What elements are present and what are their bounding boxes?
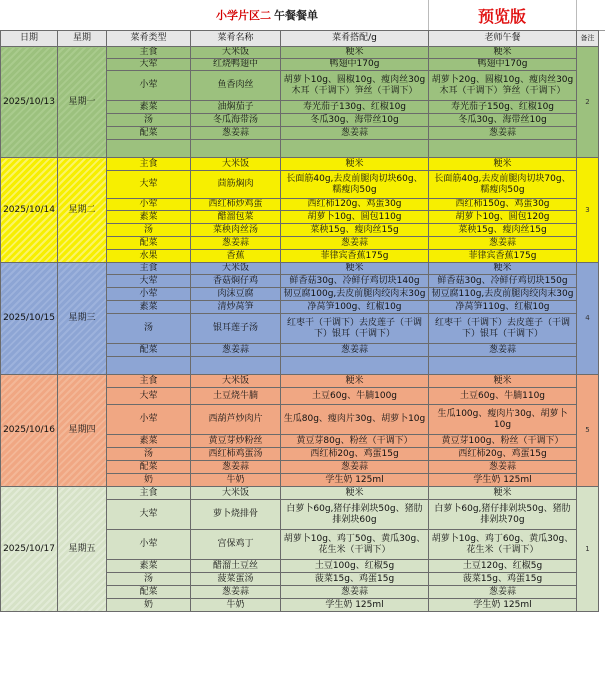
dish-name-cell: 香蕉 (191, 250, 281, 263)
teacher-lunch-cell: 菲律宾香蕉175g (429, 250, 577, 263)
dish-name-cell: 西红柿炒鸡蛋 (191, 199, 281, 211)
note-cell: 3 (577, 158, 599, 263)
category-cell: 配菜 (107, 461, 191, 474)
preview-badge: 预览版 (428, 0, 577, 30)
date-cell: 2025/10/14 (1, 158, 58, 263)
recipe-cell: 黄豆芽80g、粉丝（干调下） (281, 435, 429, 448)
dish-name-cell: 冬瓜海带汤 (191, 114, 281, 127)
teacher-lunch-cell: 长面筋40g,去皮前腿肉切块70g、 糯瘦肉50g (429, 171, 577, 199)
recipe-cell: 粳米 (281, 158, 429, 171)
dish-name-cell: 大米饭 (191, 47, 281, 59)
category-cell: 小荤 (107, 405, 191, 435)
teacher-lunch-cell (429, 357, 577, 375)
teacher-lunch-cell: 西红柿150g、鸡蛋30g (429, 199, 577, 211)
recipe-cell: 葱姜蒜 (281, 237, 429, 250)
recipe-cell: 净莴笋100g、红椒10g (281, 301, 429, 314)
category-cell: 汤 (107, 114, 191, 127)
category-cell: 大荤 (107, 59, 191, 71)
category-cell: 主食 (107, 47, 191, 59)
category-cell: 汤 (107, 314, 191, 344)
recipe-cell: 胡萝卜10g、圆包110g (281, 211, 429, 224)
category-cell: 水果 (107, 250, 191, 263)
teacher-lunch-cell: 西红柿20g、鸡蛋15g (429, 448, 577, 461)
header-day: 星期 (58, 31, 107, 47)
dish-name-cell: 醋溜包菜 (191, 211, 281, 224)
teacher-lunch-cell: 寿光茄子150g、红椒10g (429, 101, 577, 114)
weekday-cell: 星期一 (58, 47, 107, 158)
title-bar (0, 0, 605, 31)
table-row (1, 47, 599, 59)
category-cell: 小荤 (107, 288, 191, 301)
dish-name-cell (191, 357, 281, 375)
category-cell: 小荤 (107, 199, 191, 211)
teacher-lunch-cell: 鸭翅中170g (429, 59, 577, 71)
category-cell: 素菜 (107, 435, 191, 448)
recipe-cell: 菜秧15g、瘦肉丝15g (281, 224, 429, 237)
recipe-cell: 粳米 (281, 263, 429, 275)
category-cell: 主食 (107, 487, 191, 500)
dish-name-cell: 清炒莴笋 (191, 301, 281, 314)
category-cell: 配菜 (107, 344, 191, 357)
recipe-cell: 土豆100g、红椒5g (281, 560, 429, 573)
table-row (1, 375, 599, 388)
recipe-cell: 鸭翅中170g (281, 59, 429, 71)
recipe-cell (281, 140, 429, 158)
dish-name-cell: 西葫芦炒肉片 (191, 405, 281, 435)
category-cell: 大荤 (107, 500, 191, 530)
weekday-cell: 星期二 (58, 158, 107, 263)
category-cell (107, 140, 191, 158)
recipe-cell: 生瓜80g、瘦肉片30g、胡萝卜10g (281, 405, 429, 435)
category-cell: 奶 (107, 474, 191, 487)
category-cell: 大荤 (107, 388, 191, 405)
category-cell: 奶 (107, 599, 191, 612)
category-cell: 素菜 (107, 560, 191, 573)
category-cell: 大荤 (107, 171, 191, 199)
teacher-lunch-cell: 学生奶 125ml (429, 599, 577, 612)
teacher-lunch-cell: 菠菜15g、鸡蛋15g (429, 573, 577, 586)
teacher-lunch-cell: 葱姜蒜 (429, 237, 577, 250)
header-category: 菜肴类型 (107, 31, 191, 47)
dish-name-cell: 葱姜蒜 (191, 344, 281, 357)
dish-name-cell: 菠菜蛋汤 (191, 573, 281, 586)
table-row (1, 158, 599, 171)
dish-name-cell: 葱姜蒜 (191, 237, 281, 250)
dish-name-cell: 鱼香肉丝 (191, 71, 281, 101)
teacher-lunch-cell: 黄豆芽100g、粉丝（干调下） (429, 435, 577, 448)
dish-name-cell: 黄豆芽炒粉丝 (191, 435, 281, 448)
teacher-lunch-cell: 胡萝卜20g、圆椒10g、瘦肉丝30g 木耳（干调下）笋丝（干调下） (429, 71, 577, 101)
category-cell: 主食 (107, 375, 191, 388)
dish-name-cell: 葱姜蒜 (191, 586, 281, 599)
recipe-cell: 长面筋40g,去皮前腿肉切块60g、 糯瘦肉50g (281, 171, 429, 199)
weekday-cell: 星期五 (58, 487, 107, 612)
recipe-cell: 菲律宾香蕉175g (281, 250, 429, 263)
teacher-lunch-cell: 学生奶 125ml (429, 474, 577, 487)
note-cell: 1 (577, 487, 599, 612)
dish-name-cell: 香菇焖仔鸡 (191, 275, 281, 288)
recipe-cell: 西红柿20g、鸡蛋15g (281, 448, 429, 461)
category-cell (107, 357, 191, 375)
recipe-cell: 寿光茄子130g、红椒10g (281, 101, 429, 114)
lunch-menu-table (0, 30, 599, 612)
note-cell: 5 (577, 375, 599, 487)
recipe-cell: 葱姜蒜 (281, 461, 429, 474)
dish-name-cell: 红烧鸭翅中 (191, 59, 281, 71)
teacher-lunch-cell: 胡萝卜10g、鸡丁60g、黄瓜30g、花生米（干调下） (429, 530, 577, 560)
category-cell: 主食 (107, 158, 191, 171)
dish-name-cell: 葱姜蒜 (191, 127, 281, 140)
dish-name-cell: 葱姜蒜 (191, 461, 281, 474)
recipe-cell: 学生奶 125ml (281, 599, 429, 612)
category-cell: 汤 (107, 448, 191, 461)
recipe-cell: 冬瓜30g、海带丝10g (281, 114, 429, 127)
date-cell: 2025/10/13 (1, 47, 58, 158)
dish-name-cell: 肉沫豆腐 (191, 288, 281, 301)
header-date: 日期 (1, 31, 58, 47)
dish-name-cell: 宫保鸡丁 (191, 530, 281, 560)
dish-name-cell: 大米饭 (191, 487, 281, 500)
teacher-lunch-cell: 土豆60g、牛腩110g (429, 388, 577, 405)
recipe-cell: 学生奶 125ml (281, 474, 429, 487)
teacher-lunch-cell: 粳米 (429, 487, 577, 500)
teacher-lunch-cell: 粳米 (429, 158, 577, 171)
dish-name-cell: 萝卜烧排骨 (191, 500, 281, 530)
dish-name-cell: 茴筋焖肉 (191, 171, 281, 199)
teacher-lunch-cell: 胡萝卜10g、圆包120g (429, 211, 577, 224)
category-cell: 配菜 (107, 127, 191, 140)
category-cell: 主食 (107, 263, 191, 275)
dish-name-cell: 西红柿鸡蛋汤 (191, 448, 281, 461)
weekday-cell: 星期四 (58, 375, 107, 487)
table-row (1, 487, 599, 500)
recipe-cell: 葱姜蒜 (281, 586, 429, 599)
recipe-cell (281, 357, 429, 375)
category-cell: 配菜 (107, 237, 191, 250)
category-cell: 汤 (107, 573, 191, 586)
category-cell: 配菜 (107, 586, 191, 599)
teacher-lunch-cell: 葱姜蒜 (429, 586, 577, 599)
teacher-lunch-cell: 葱姜蒜 (429, 461, 577, 474)
recipe-cell: 土豆60g、牛腩100g (281, 388, 429, 405)
recipe-cell: 韧豆腐100g,去皮前腿肉绞肉末30g (281, 288, 429, 301)
dish-name-cell: 菜秧肉丝汤 (191, 224, 281, 237)
dish-name-cell: 土豆烧牛腩 (191, 388, 281, 405)
teacher-lunch-cell: 粳米 (429, 263, 577, 275)
date-cell: 2025/10/15 (1, 263, 58, 375)
recipe-cell: 红枣干（干调下）去皮莲子（干调下）银耳（干调下） (281, 314, 429, 344)
header-row (1, 31, 599, 47)
teacher-lunch-cell: 净莴笋110g、红椒10g (429, 301, 577, 314)
weekday-cell: 星期三 (58, 263, 107, 375)
recipe-cell: 鲜香菇30g、冷鲜仔鸡切块140g (281, 275, 429, 288)
teacher-lunch-cell: 红枣干（干调下）去皮莲子（干调下）银耳（干调下） (429, 314, 577, 344)
category-cell: 素菜 (107, 301, 191, 314)
recipe-cell: 胡萝卜10g、鸡丁50g、黄瓜30g、花生米（干调下） (281, 530, 429, 560)
menu-body (1, 47, 599, 612)
category-cell: 小荤 (107, 71, 191, 101)
table-row (1, 263, 599, 275)
recipe-cell: 菠菜15g、鸡蛋15g (281, 573, 429, 586)
category-cell: 素菜 (107, 101, 191, 114)
category-cell: 大荤 (107, 275, 191, 288)
teacher-lunch-cell: 葱姜蒜 (429, 127, 577, 140)
category-cell: 素菜 (107, 211, 191, 224)
note-cell: 4 (577, 263, 599, 375)
dish-name-cell (191, 140, 281, 158)
recipe-cell: 粳米 (281, 487, 429, 500)
menu-title: 午餐餐单 (274, 9, 318, 22)
recipe-cell: 西红柿120g、鸡蛋30g (281, 199, 429, 211)
teacher-lunch-cell: 粳米 (429, 375, 577, 388)
category-cell: 汤 (107, 224, 191, 237)
page-title (106, 0, 429, 30)
dish-name-cell: 大米饭 (191, 263, 281, 275)
recipe-cell: 胡萝卜10g、圆椒10g、瘦肉丝30g 木耳（干调下）笋丝（干调下） (281, 71, 429, 101)
teacher-lunch-cell: 冬瓜30g、海带丝10g (429, 114, 577, 127)
teacher-lunch-cell: 葱姜蒜 (429, 344, 577, 357)
header-dish: 菜肴名称 (191, 31, 281, 47)
teacher-lunch-cell: 土豆120g、红椒5g (429, 560, 577, 573)
recipe-cell: 白萝卜60g,猪仔排剁块50g、猪肋排剁块60g (281, 500, 429, 530)
teacher-lunch-cell: 菜秧15g、瘦肉丝15g (429, 224, 577, 237)
dish-name-cell: 醋溜土豆丝 (191, 560, 281, 573)
dish-name-cell: 银耳莲子汤 (191, 314, 281, 344)
date-cell: 2025/10/16 (1, 375, 58, 487)
recipe-cell: 葱姜蒜 (281, 127, 429, 140)
dish-name-cell: 油焖茄子 (191, 101, 281, 114)
teacher-lunch-cell: 韧豆腐110g,去皮前腿肉绞肉末30g (429, 288, 577, 301)
dish-name-cell: 牛奶 (191, 474, 281, 487)
district-title: 小学片区二 (216, 9, 271, 22)
date-cell: 2025/10/17 (1, 487, 58, 612)
teacher-lunch-cell: 生瓜100g、瘦肉片30g、胡萝卜10g (429, 405, 577, 435)
dish-name-cell: 大米饭 (191, 375, 281, 388)
header-recipe: 菜肴搭配/g (281, 31, 429, 47)
recipe-cell: 粳米 (281, 375, 429, 388)
header-note: 备注 (577, 31, 599, 47)
note-cell: 2 (577, 47, 599, 158)
dish-name-cell: 牛奶 (191, 599, 281, 612)
teacher-lunch-cell: 粳米 (429, 47, 577, 59)
teacher-lunch-cell: 鲜香菇30g、冷鲜仔鸡切块150g (429, 275, 577, 288)
recipe-cell: 葱姜蒜 (281, 344, 429, 357)
teacher-lunch-cell: 白萝卜60g,猪仔排剁块50g、猪肋排剁块70g (429, 500, 577, 530)
header-teacher: 老师午餐 (429, 31, 577, 47)
category-cell: 小荤 (107, 530, 191, 560)
teacher-lunch-cell (429, 140, 577, 158)
recipe-cell: 粳米 (281, 47, 429, 59)
dish-name-cell: 大米饭 (191, 158, 281, 171)
